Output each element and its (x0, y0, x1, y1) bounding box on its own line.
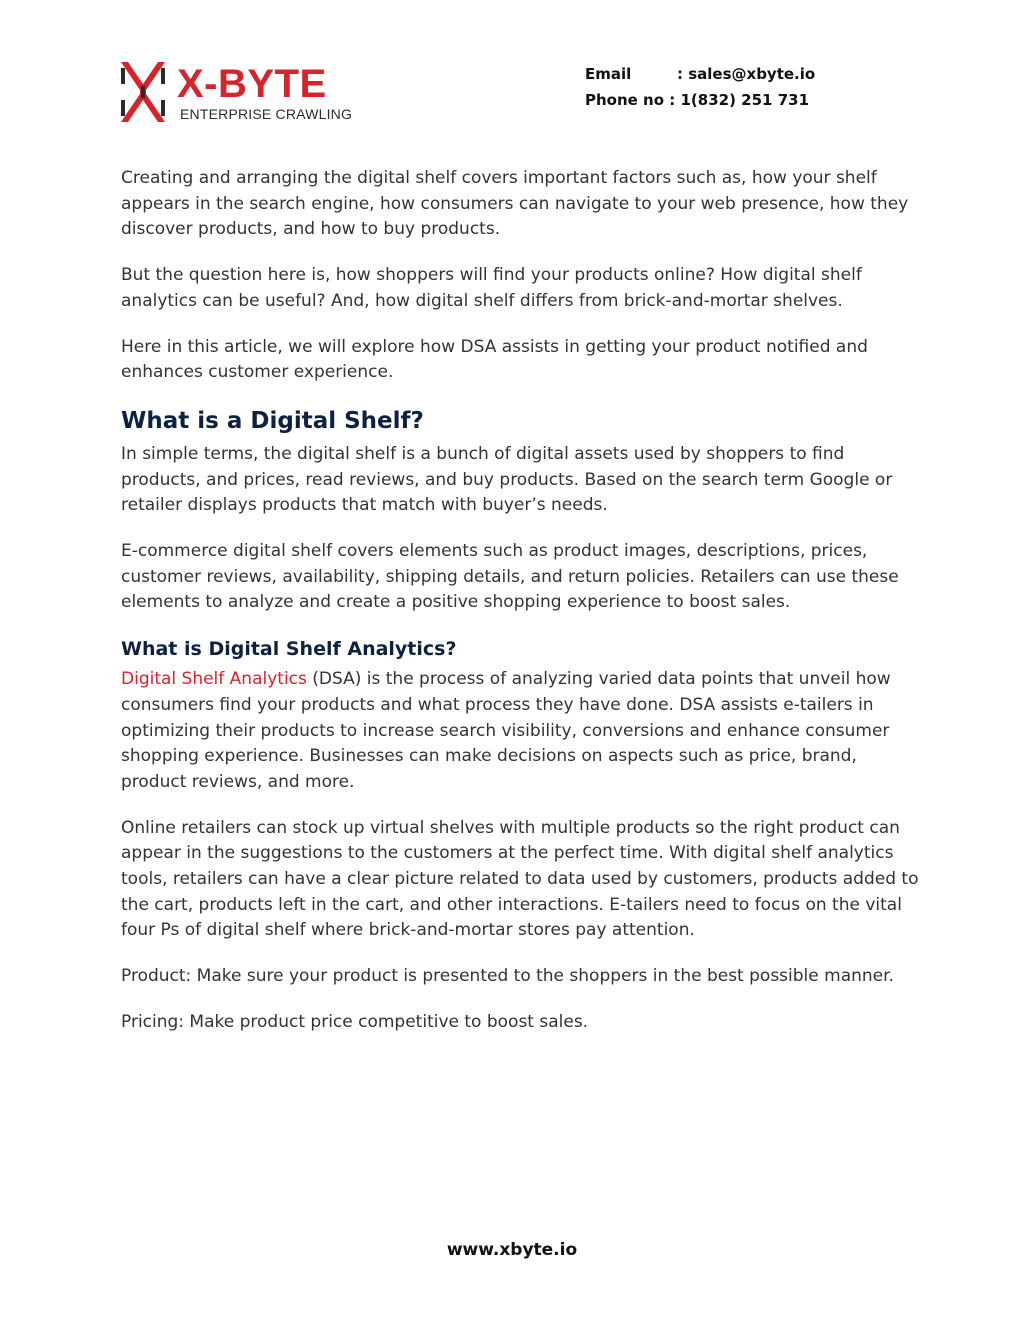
section-heading-dsa: What is Digital Shelf Analytics? (121, 638, 457, 661)
dsa-paragraph-1-text: (DSA) is the process of analyzing varied data points that unveil how consumers find your products and what process they have done. DSA assists e-tailers in optimizing their products to increase search visibility, conversions and enhance consumer shopping experience. Businesses can make decisions on aspects such as price, brand, product reviews, and more. (121, 669, 891, 792)
x-byte-logo-icon (121, 62, 165, 122)
digital-shelf-analytics-link[interactable]: Digital Shelf Analytics (121, 669, 307, 690)
section-heading-digital-shelf: What is a Digital Shelf? (121, 407, 424, 434)
pricing-paragraph: Pricing: Make product price competitive to boost sales. (121, 1011, 589, 1032)
email-label: Email (585, 65, 632, 83)
footer-website-link[interactable]: www.xbyte.io (446, 1240, 578, 1260)
email-value[interactable]: : sales@xbyte.io (677, 65, 816, 83)
phone-row (585, 87, 815, 113)
digital-shelf-paragraph-2: E-commerce digital shelf covers elements such as product images, descriptions, prices, customer reviews, availability, shipping details, and return policies. Retailers can use these elements to analyze and create a positive shopping experience to boost sales. (121, 541, 899, 613)
email-row (585, 61, 815, 87)
logo-wordmark: X-BYTE (177, 62, 327, 106)
digital-shelf-paragraph-1: In simple terms, the digital shelf is a bunch of digital assets used by shoppers to find products, and prices, read reviews, and buy products. Based on the search term Google or retailer displays products that match with buyer’s needs. (121, 443, 893, 516)
logo-tagline: ENTERPRISE CRAWLING (180, 106, 353, 122)
dsa-paragraph-2: Online retailers can stock up virtual shelves with multiple products so the right product can appear in the suggestions to the customers at the perfect time. With digital shelf analytics tools, retailers can have a clear picture related to data used by customers, products added to the cart, products left in the cart, and other interactions. E-tailers need to focus on the vital four Ps of digital shelf where brick-and-mortar stores pay attention. (121, 817, 919, 941)
intro-paragraph-2: But the question here is, how shoppers will find your products online? How digital shelf analytics can be useful? And, how digital shelf differs from brick-and-mortar shelves. (121, 265, 862, 311)
dsa-paragraph-1 (121, 667, 921, 796)
phone-label: Phone no : (585, 91, 676, 109)
intro-paragraph-3: Here in this article, we will explore how DSA assists in getting your product notified and enhances customer experience. (121, 336, 868, 383)
article-body (121, 166, 921, 1056)
company-logo[interactable] (121, 62, 361, 124)
phone-value[interactable]: 1(832) 251 731 (680, 91, 810, 109)
contact-info (585, 61, 815, 113)
product-paragraph: Product: Make sure your product is presented to the shoppers in the best possible manner. (121, 966, 894, 987)
intro-paragraph-1: Creating and arranging the digital shelf covers important factors such as, how your shelf appears in the search engine, how consumers can navigate to your web presence, how they discover products, and how to buy products. (121, 168, 909, 240)
